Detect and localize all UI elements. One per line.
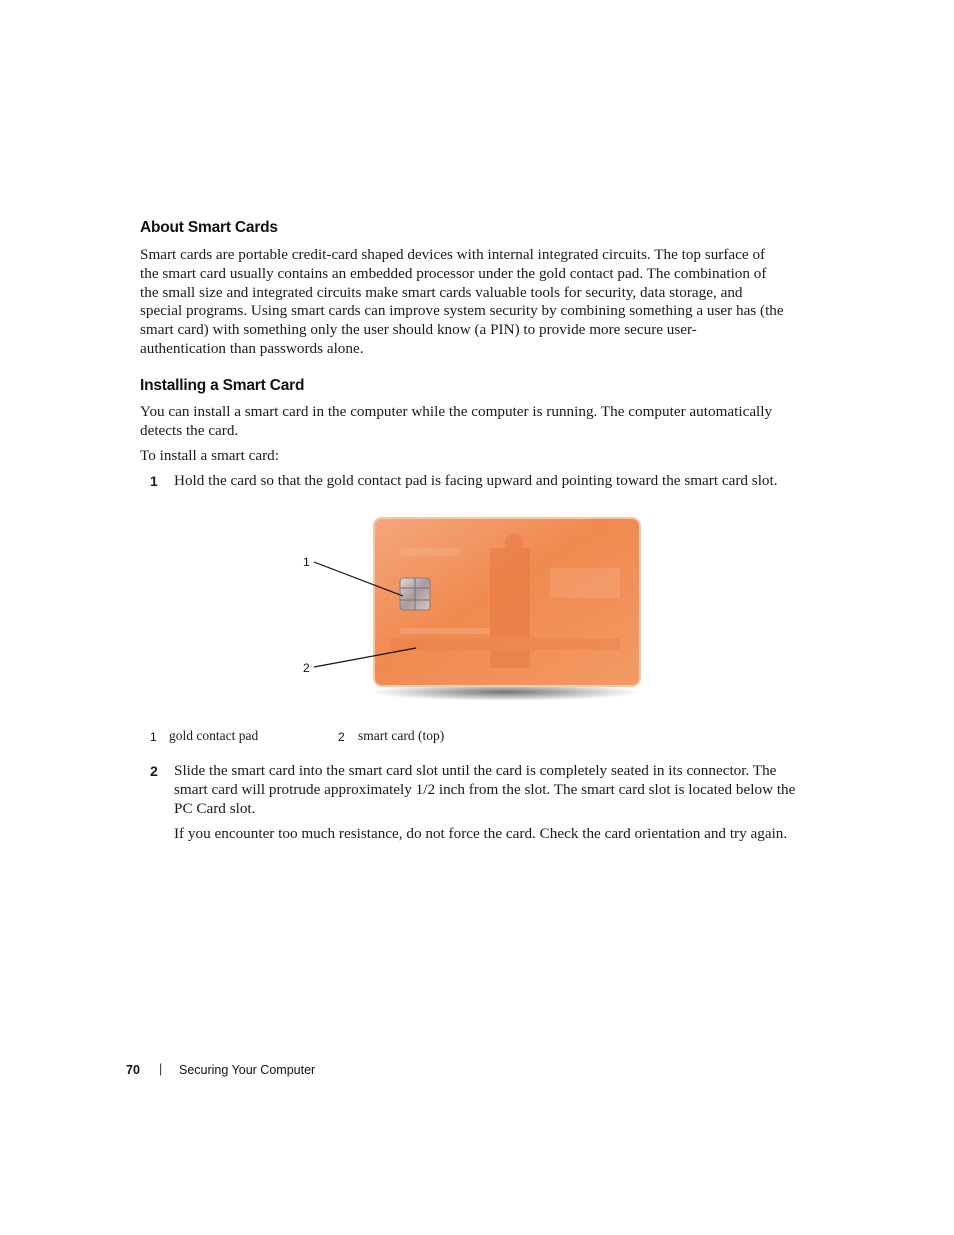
section-heading-installing-smart-card: Installing a Smart Card <box>140 377 305 394</box>
legend-label-smart-card-top: smart card (top) <box>358 728 445 743</box>
legend-label-gold-contact-pad: gold contact pad <box>169 728 259 743</box>
callout-number-1: 1 <box>303 555 310 569</box>
paragraph-line: smart card will protrude approximately 1/2 inch from the slot. The smart card slot is located below the <box>174 780 796 798</box>
gold-contact-pad <box>400 578 430 610</box>
footer-section-title: Securing Your Computer <box>179 1063 316 1077</box>
paragraph-line: the small size and integrated circuits make smart cards valuable tools for security, data storage, and <box>140 283 743 301</box>
page-number: 70 <box>126 1063 140 1077</box>
paragraph-line: PC Card slot. <box>174 799 256 817</box>
about-smart-cards-paragraph <box>140 246 830 359</box>
step-2-note: If you encounter too much resistance, do not force the card. Check the card orientation and try again. <box>174 825 788 842</box>
step-2-text <box>174 762 834 818</box>
paragraph-line: Smart cards are portable credit-card shaped devices with internal integrated circuits. The top surface of <box>140 246 766 263</box>
step-number-2: 2 <box>150 763 158 779</box>
legend-number-1: 1 <box>150 730 157 744</box>
paragraph-line: Slide the smart card into the smart card slot until the card is completely seated in its connector. The <box>174 762 777 779</box>
section-heading-about-smart-cards: About Smart Cards <box>140 219 278 236</box>
paragraph-line: smart card) with something only the user should know (a PIN) to provide more secure user- <box>140 321 697 339</box>
paragraph-line: You can install a smart card in the computer while the computer is running. The computer automatically <box>140 403 773 420</box>
paragraph-line: special programs. Using smart cards can improve system security by combining something a user has (the <box>140 302 784 320</box>
callout-number-2: 2 <box>303 661 310 675</box>
to-install-label: To install a smart card: <box>140 447 279 464</box>
legend-number-2: 2 <box>338 730 345 744</box>
paragraph-line: authentication than passwords alone. <box>140 339 364 357</box>
step-number-1: 1 <box>150 473 158 489</box>
smart-card-illustration <box>290 508 660 708</box>
footer-separator: | <box>159 1062 163 1076</box>
paragraph-line: the smart card usually contains an embedded processor under the gold contact pad. The combination of <box>140 264 767 282</box>
step-1-text: Hold the card so that the gold contact pad is facing upward and pointing toward the smart card slot. <box>174 472 778 489</box>
installing-intro-paragraph <box>140 403 830 441</box>
paragraph-line: detects the card. <box>140 421 239 439</box>
